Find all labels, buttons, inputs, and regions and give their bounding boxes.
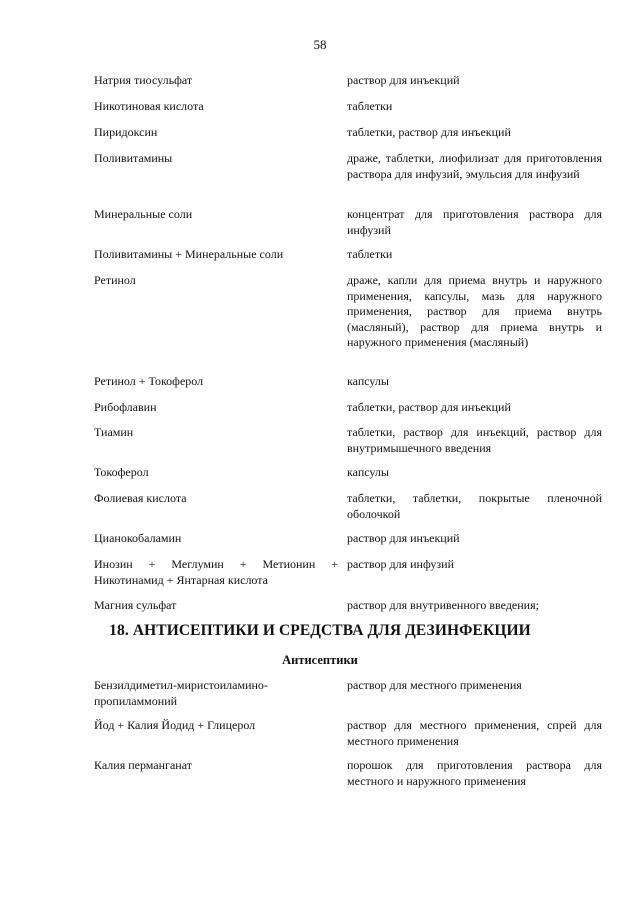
dosage-form: драже, таблетки, лиофилизат для приготовления раствора для инфузий, эмульсия для инфузий	[347, 151, 602, 181]
page-number: 58	[313, 37, 327, 52]
dosage-form: раствор для внутривенного введения;	[347, 598, 539, 612]
drug-name: Минеральные соли	[94, 207, 193, 221]
drug-name: Ретинол	[94, 273, 136, 287]
drug-name: Поливитамины + Минеральные соли	[94, 247, 284, 261]
dosage-form: порошок для приготовления раствора для местного и наружного применения	[347, 758, 602, 788]
dosage-form: раствор для местного применения	[347, 678, 522, 692]
drug-name: Натрия тиосульфат	[94, 73, 193, 87]
dosage-form: раствор для инъекций	[347, 73, 460, 87]
section-title: 18. АНТИСЕПТИКИ И СРЕДСТВА ДЛЯ ДЕЗИНФЕКЦИИ	[109, 622, 531, 639]
drug-name: Бензилдиметил-миристоиламино-пропиламмоний	[94, 678, 268, 708]
drug-name: Магния сульфат	[94, 598, 177, 612]
dosage-form: капсулы	[347, 465, 389, 479]
drug-name: Инозин + Меглумин + Метионин + Никотинамид + Янтарная кислота	[94, 557, 338, 587]
dosage-form: раствор для инфузий	[347, 557, 454, 571]
drug-name: Ретинол + Токоферол	[94, 374, 204, 388]
drug-name: Цианокобаламин	[94, 531, 182, 545]
dosage-form: раствор для инъекций	[347, 531, 460, 545]
dosage-form: таблетки	[347, 99, 393, 113]
drug-name: Тиамин	[94, 425, 134, 439]
subsection-title: Антисептики	[282, 653, 358, 667]
dosage-form: концентрат для приготовления раствора для инфузий	[347, 207, 602, 237]
dosage-form: драже, капли для приема внутрь и наружного применения, капсулы, мазь для наружного применения, раствор для приема внутрь (масляный), раствор для приема внутрь и наружного применения (масляный)	[347, 273, 602, 349]
drug-name: Калия перманганат	[94, 758, 192, 772]
dosage-form: таблетки, раствор для инъекций, раствор для внутримышечного введения	[347, 425, 602, 455]
drug-name: Никотиновая кислота	[94, 99, 204, 113]
dosage-form: таблетки, раствор для инъекций	[347, 125, 511, 139]
drug-name: Токоферол	[94, 465, 149, 479]
drug-name: Йод + Калия Йодид + Глицерол	[94, 718, 256, 732]
drug-name: Рибофлавин	[94, 400, 157, 414]
dosage-form: таблетки	[347, 247, 393, 261]
dosage-form: раствор для местного применения, спрей для местного применения	[347, 718, 602, 748]
dosage-form: таблетки, раствор для инъекций	[347, 400, 511, 414]
drug-name: Пиридоксин	[94, 125, 158, 139]
drug-name: Поливитамины	[94, 151, 173, 165]
dosage-form: капсулы	[347, 374, 389, 388]
dosage-form: таблетки, таблетки, покрытые пленочной оболочкой	[347, 491, 602, 521]
drug-name: Фолиевая кислота	[94, 491, 187, 505]
